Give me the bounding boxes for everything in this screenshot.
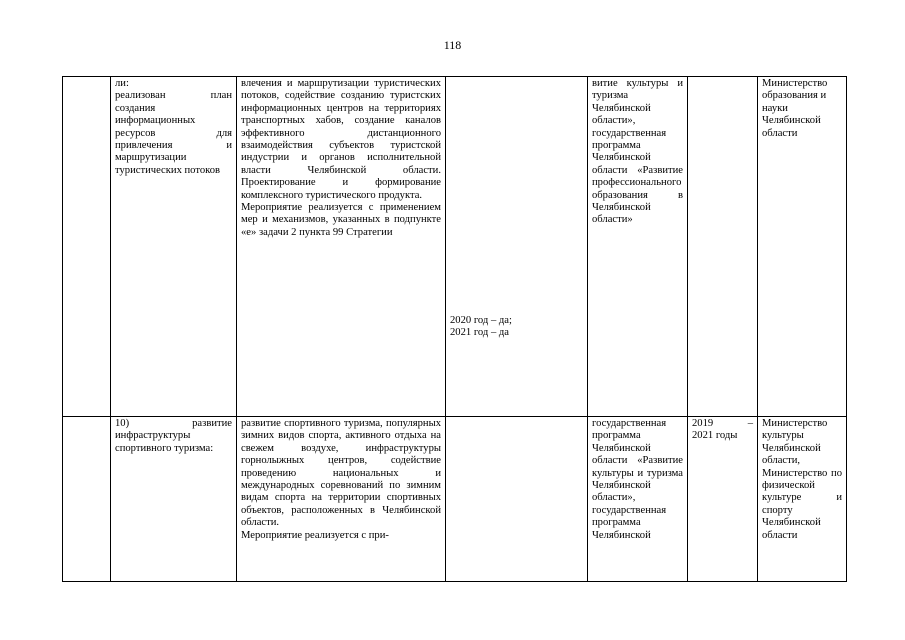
indicator-line: 2021 год – да: [450, 327, 509, 339]
description-paragraph: развитие спортивного туризма, популярных зимних видов спорта, активного отдыха на свежем воздухе, инфраструктуры горнолыжных центров, содействие проведению национальных и международных соревнований по зимним видам спорта на территории спортивных объектов, расположенных в Челябинской области.: [241, 418, 441, 529]
cell-result: 10) развитие инфраструктуры спортивного туризма:: [111, 417, 237, 582]
cell-responsible: Министерство образования и науки Челябинской области: [758, 77, 847, 417]
description-paragraph: Мероприятие реализуется с при-: [241, 529, 389, 541]
description-paragraph: Мероприятие реализуется с применением мер и механизмов, указанных в подпункте «е» задачи 2 пункта 99 Стратегии: [241, 202, 441, 238]
period-dash: –: [747, 418, 753, 429]
cell-program: государственная программа Челябинской области «Развитие культуры и туризма Челябинской области», государственная программа Челябинской: [588, 417, 688, 582]
result-top-text: ли:: [115, 78, 129, 89]
cell-program: витие культуры и туризма Челябинской области», государственная программа Челябинской области «Развитие профессионального образования в Челябинской области»: [588, 77, 688, 417]
table-row: [63, 77, 847, 417]
cell-description: [237, 77, 446, 417]
cell-number: [63, 417, 111, 582]
description-paragraph: влечения и маршрутизации туристических потоков, содействие созданию туристских информационных центров на территориях транспортных хабов, создание каналов эффективного дистанционного взаимодействия субъектов туристской индустрии и органов исполнительной власти Челябинской области. Проектирование и формирование комплексного туристического продукта.: [241, 78, 441, 201]
cell-period: [688, 417, 758, 582]
cell-indicator: [446, 417, 588, 582]
indicator-line: 2020 год – да;: [450, 315, 512, 326]
period-start: 2019: [692, 418, 714, 429]
cell-number: [63, 77, 111, 417]
cell-period: [688, 77, 758, 417]
cell-indicator: [446, 77, 588, 417]
page-number: 118: [443, 38, 462, 52]
cell-responsible: Министерство культуры Челябинской области, Министерство по физической культуре и спорту Челябинской области: [758, 417, 847, 582]
table-row: [63, 417, 847, 582]
measures-table: [62, 76, 847, 582]
cell-result: [111, 77, 237, 417]
period-end: 2021 годы: [692, 430, 738, 442]
cell-description: [237, 417, 446, 582]
result-bottom-text: реализован план создания информационных ресурсов для привлечения и маршрутизации туристических потоков: [115, 90, 232, 176]
